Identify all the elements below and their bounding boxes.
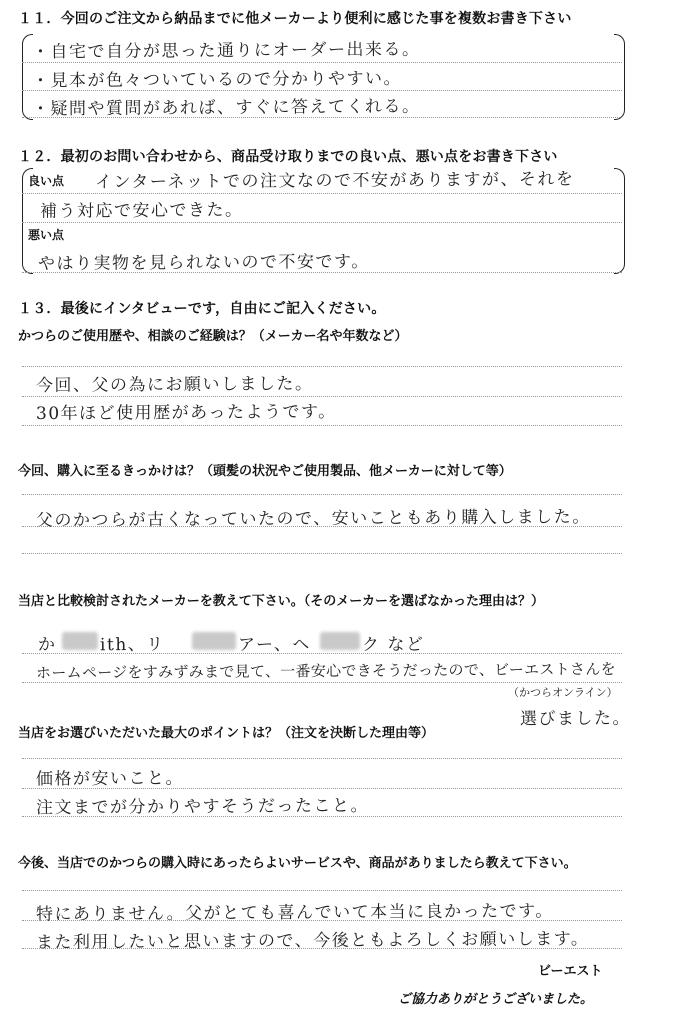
point-answer-2: 注文までが分かりやすそうだったこと。 (35, 795, 370, 819)
compare-answer-part-2: ith、リ (99, 634, 165, 656)
signature: ビーエスト (538, 964, 603, 979)
q12-rule-1 (22, 193, 622, 194)
redacted-maker-1 (62, 632, 98, 650)
q12-bad-line: やはり実物を見られないので不安です。 (37, 251, 370, 275)
q12-good-line-2: 補う対応で安心できた。 (39, 200, 244, 222)
q11-rule-1 (22, 62, 622, 63)
point-rule-1 (22, 758, 622, 759)
q13-title: １３．最後にインタビューです，自由にご記入ください。 (18, 301, 386, 317)
point-answer-1: 価格が安いこと。 (35, 768, 185, 790)
compare-answer-line-2: ホームページをすみずみまで見て、一番安心できそうだったので、ビーエストさんを (35, 659, 616, 683)
future-answer-2: また利用したいと思いますので、今後ともよろしくお願いします。 (35, 929, 590, 953)
compare-rule-2 (22, 682, 622, 683)
compare-note: （かつらオンライン） (508, 686, 618, 699)
compare-answer-line-3: 選びました。 (519, 708, 632, 730)
future-rule-2 (22, 920, 622, 921)
future-answer-1: 特にありません。父がとても喜んでいて本当に良かったです。 (35, 901, 554, 925)
reason-rule-1 (22, 494, 622, 495)
compare-answer-part-4: ク など (361, 634, 425, 656)
history-question: かつらのご使用歴や、相談のご経験は？（メーカー名や年数など） (18, 329, 408, 344)
reason-rule-3 (22, 553, 622, 554)
point-question: 当店をお選びいただいた最大のポイントは？（注文を決断した理由等） (18, 726, 435, 741)
history-rule-1 (22, 366, 622, 367)
q12-title: １２．最初のお問い合わせから、商品受け取りまでの良い点、悪い点をお書き下さい (18, 149, 558, 165)
future-rule-1 (22, 890, 622, 891)
redacted-maker-2 (192, 632, 236, 650)
reason-answer: 父のかつらが古くなっていたので、安いこともあり購入しました。 (35, 507, 591, 531)
q12-good-label: 良い点 (28, 174, 65, 188)
point-rule-3 (22, 816, 622, 817)
future-question: 今後、当店でのかつらの購入時にあったらよいサービスや、商品がありましたら教えて下さい。 (18, 856, 577, 871)
history-answer-1: 今回、父の為にお願いしました。 (35, 374, 314, 396)
history-answer-2: 30年ほど使用歴があったようです。 (35, 401, 337, 425)
point-rule-2 (22, 788, 622, 789)
history-rule-3 (22, 425, 622, 426)
q11-bracket-right (614, 34, 625, 120)
reason-question: 今回、購入に至るきっかけは？（頭髪の状況やご使用製品、他メーカーに対して等） (18, 464, 512, 479)
q12-rule-2 (22, 222, 622, 223)
compare-rule-1 (22, 653, 622, 654)
compare-question: 当店と比較検討されたメーカーを教えて下さい。（そのメーカーを選ばなかった理由は？） (18, 594, 544, 609)
compare-answer-part-1: か (37, 634, 57, 656)
q11-answer-2: ・見本が色々ついているので分かりやすい。 (31, 68, 403, 92)
q12-good-line-1: インターネットでの注文なので不安がありますが、それを (94, 169, 575, 193)
thanks-message: ご協力ありがとうございました。 (398, 992, 594, 1007)
reason-rule-2 (22, 526, 622, 527)
q11-answer-1: ・自宅で自分が思った通りにオーダー出来る。 (31, 39, 421, 63)
compare-answer-part-3: アー、ヘ (237, 634, 311, 656)
q12-rule-3 (22, 272, 622, 273)
q11-answer-3: ・疑問や質問があれば、すぐに答えてくれる。 (31, 96, 421, 120)
q11-title: １１．今回のご注文から納品までに他メーカーより便利に感じた事を複数お書き下さい (18, 11, 572, 27)
redacted-maker-3 (320, 632, 360, 650)
future-rule-3 (22, 948, 622, 949)
q12-bracket-right (614, 168, 625, 274)
q12-bad-label: 悪い点 (28, 228, 65, 242)
